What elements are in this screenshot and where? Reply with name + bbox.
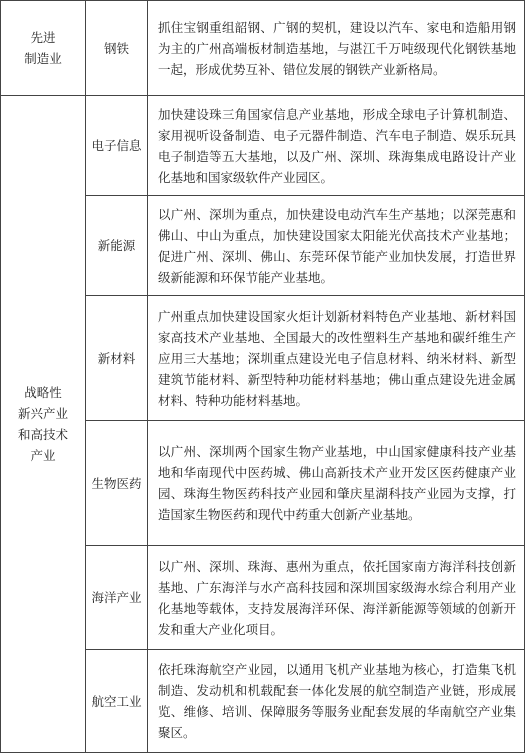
description-cell: 抓住宝钢重组韶钢、广钢的契机，建设以汽车、家电和造船用钢为主的广州高端板材制造基地，与湛江千万吨级现代化钢铁基地一起，形成优势互补、错位发展的钢铁产业新格局。	[148, 1, 525, 96]
description-cell: 以广州、深圳为重点，加快建设电动汽车生产基地；以深莞惠和佛山、中山为重点，加快建设国家太阳能光伏高技术产业基地；促进广州、深圳、佛山、东莞环保节能产业加快发展，打造世界级新能源和环保节能产业基地。	[148, 196, 525, 296]
industry-cell: 航空工业	[86, 650, 148, 753]
industry-cell: 生物医药	[86, 421, 148, 546]
table-row	[1, 1, 525, 96]
description-cell: 依托珠海航空产业园，以通用飞机产业基地为核心，打造集飞机制造、发动机和机载配套一体化发展的航空制造产业链，形成展览、维修、培训、保障服务等服务业配套发展的华南航空产业集聚区。	[148, 650, 525, 753]
description-cell: 加快建设珠三角国家信息产业基地，形成全球电子计算机制造、家用视听设备制造、电子元器件制造、汽车电子制造、娱乐玩具电子制造等五大基地，以及广州、深圳、珠海集成电路设计产业化基地和国家级软件产业园区。	[148, 96, 525, 196]
industry-cell: 新能源	[86, 196, 148, 296]
industry-cell: 电子信息	[86, 96, 148, 196]
description-cell: 广州重点加快建设国家火炬计划新材料特色产业基地、新材料国家高技术产业基地、全国最大的改性塑料生产基地和碳纤维生产应用三大基地；深圳重点建设光电子信息材料、纳米材料、新型建筑节能材料、新型特种功能材料基地；佛山重点建设先进金属材料、特种功能材料基地。	[148, 296, 525, 421]
industry-cell: 钢铁	[86, 1, 148, 96]
description-cell: 以广州、深圳、珠海、惠州为重点，依托国家南方海洋科技创新基地、广东海洋与水产高科技园和深圳国家级海水综合利用产业化基地等载体，支持发展海洋环保、海洋新能源等领域的创新开发和重大产业化项目。	[148, 546, 525, 650]
category-cell: 战略性 新兴产业 和高技术 产业	[1, 96, 86, 753]
industry-cell: 新材料	[86, 296, 148, 421]
category-cell: 先进 制造业	[1, 1, 86, 96]
description-cell: 以广州、深圳两个国家生物产业基地，中山国家健康科技产业基地和华南现代中医药城、佛山高新技术产业开发区医药健康产业园、珠海生物医药科技产业园和肇庆星湖科技产业园为支撑，打造国家生物医药和现代中药重大创新产业基地。	[148, 421, 525, 546]
table-row	[1, 96, 525, 196]
industry-cell: 海洋产业	[86, 546, 148, 650]
